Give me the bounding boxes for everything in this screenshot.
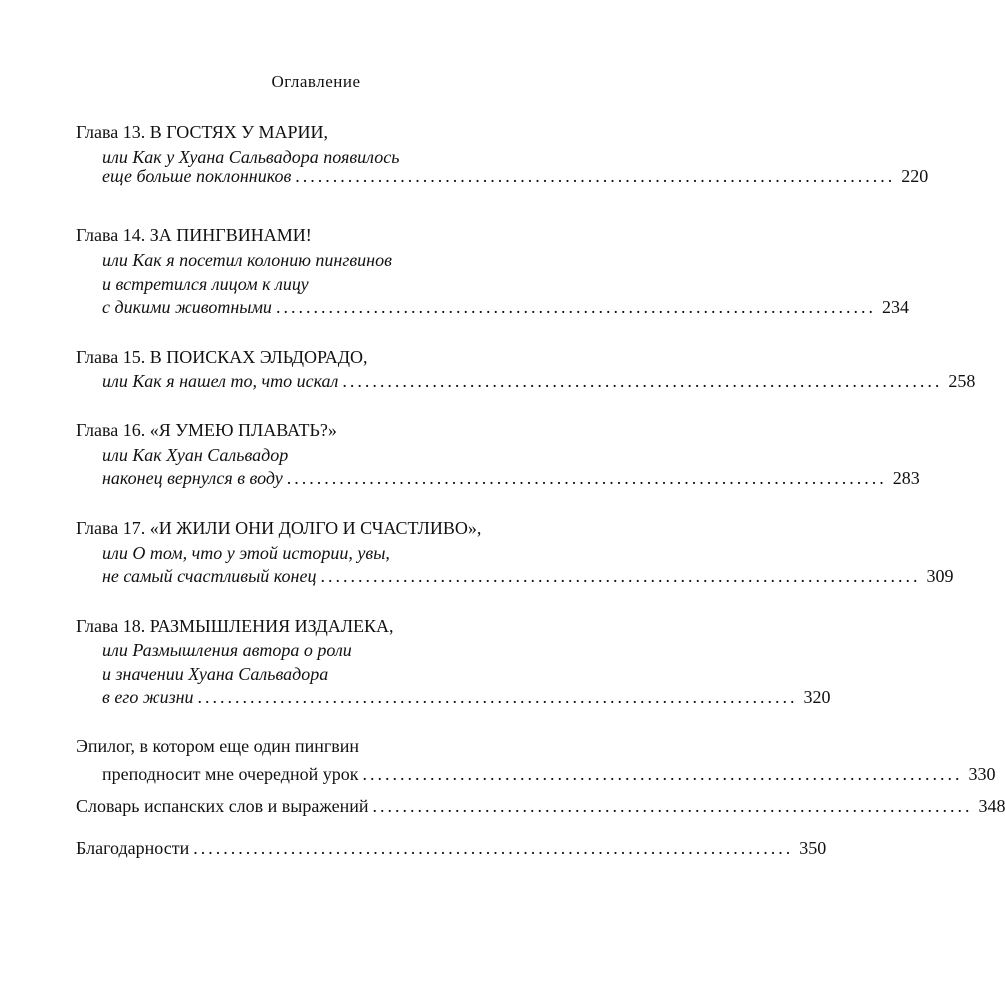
toc-entry-row-glossary: [76, 792, 1005, 820]
toc-entry-row-epilogue: [102, 760, 996, 788]
toc-heading-ch16: Глава 16. «Я УМЕЮ ПЛАВАТЬ?»: [76, 420, 337, 440]
page-number: 350: [799, 838, 827, 858]
page-number: 258: [948, 371, 976, 391]
page-number: 330: [968, 764, 996, 784]
toc-heading-epilogue: Эпилог, в котором еще один пингвин: [76, 736, 360, 756]
toc-heading-ch13: Глава 13. В ГОСТЯХ У МАРИИ,: [76, 122, 329, 142]
dot-leader: ................................................................................: [193, 838, 794, 858]
toc-entry-row-ch18: [102, 683, 831, 711]
toc-subtitle-line: и значении Хуана Сальвадора: [102, 664, 329, 684]
page-number: 234: [881, 297, 909, 317]
toc-entry-row-ch15: [102, 367, 976, 395]
dot-leader: ................................................................................: [286, 468, 887, 488]
dot-leader: ................................................................................: [372, 796, 973, 816]
dot-leader: ................................................................................: [342, 371, 943, 391]
toc-subtitle-line: еще больше поклонников: [102, 166, 292, 186]
toc-subtitle-line: или О том, что у этой истории, увы,: [102, 543, 390, 563]
toc-heading-ch15: Глава 15. В ПОИСКАХ ЭЛЬДОРАДО,: [76, 347, 368, 367]
page-number: 320: [803, 687, 831, 707]
toc-entry-row-ch17: [102, 562, 954, 590]
toc-subtitle-line: наконец вернулся в воду: [102, 468, 283, 488]
toc-entry-row-ch16: [102, 464, 920, 492]
page-number: 283: [892, 468, 920, 488]
toc-heading-glossary: Словарь испанских слов и выражений: [76, 796, 369, 816]
toc-subtitle-line: и встретился лицом к лицу: [102, 274, 309, 294]
dot-leader: ................................................................................: [362, 764, 963, 784]
toc-subtitle-line: или Как я посетил колонию пингвинов: [102, 250, 392, 270]
toc-subtitle-line: или Размышления автора о роли: [102, 640, 352, 660]
page-number: 348: [978, 796, 1005, 816]
toc-heading-ch18: Глава 18. РАЗМЫШЛЕНИЯ ИЗДАЛЕКА,: [76, 616, 394, 636]
dot-leader: ................................................................................: [320, 566, 921, 586]
toc-subtitle-line: не самый счастливый конец: [102, 566, 317, 586]
toc-heading-ch17: Глава 17. «И ЖИЛИ ОНИ ДОЛГО И СЧАСТЛИВО»,: [76, 518, 482, 538]
toc-entry-row-ch14: [102, 293, 909, 321]
toc-continuation-line: преподносит мне очередной урок: [102, 764, 359, 784]
dot-leader: ................................................................................: [275, 297, 876, 317]
toc-subtitle-line: или Как у Хуана Сальвадора появилось: [102, 147, 400, 167]
toc-subtitle-line: с дикими животными: [102, 297, 272, 317]
page-title: Оглавление: [271, 72, 361, 91]
toc-heading-acknowledgements: Благодарности: [76, 838, 190, 858]
dot-leader: ................................................................................: [295, 166, 896, 186]
toc-subtitle-line: в его жизни: [102, 687, 194, 707]
toc-entry-row-ch13: [102, 162, 929, 190]
dot-leader: ................................................................................: [197, 687, 798, 707]
toc-subtitle-line: или Как я нашел то, что искал: [102, 371, 339, 391]
toc-subtitle-line: или Как Хуан Сальвадор: [102, 445, 289, 465]
toc-heading-ch14: Глава 14. ЗА ПИНГВИНАМИ!: [76, 225, 312, 245]
page-number: 220: [901, 166, 929, 186]
page-number: 309: [926, 566, 954, 586]
toc-entry-row-acknowledgements: [76, 834, 827, 862]
